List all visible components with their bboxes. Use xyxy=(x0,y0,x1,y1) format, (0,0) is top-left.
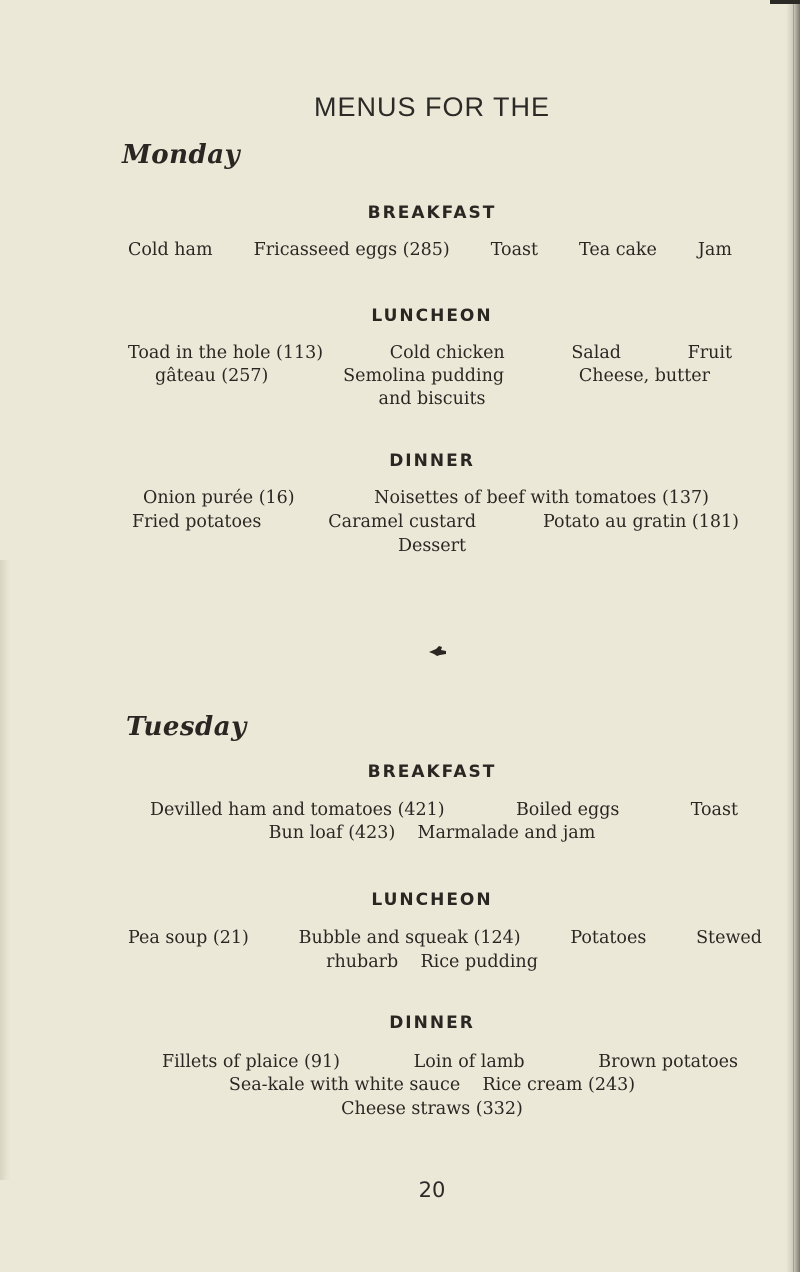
tuesday-luncheon-line-2: rhubarb Rice pudding xyxy=(326,952,538,972)
tuesday-dinner-line-1 xyxy=(162,1052,738,1072)
menu-item: Caramel custard xyxy=(328,512,477,532)
menu-item: Salad xyxy=(571,343,621,363)
menu-item: Onion purée (16) xyxy=(143,488,295,508)
tuesday-breakfast-heading: BREAKFAST xyxy=(367,762,497,782)
monday-breakfast-items xyxy=(128,240,732,260)
menu-item: Cheese, butter xyxy=(578,366,710,386)
monday-dinner-line-2 xyxy=(132,512,739,532)
menu-item: Tea cake xyxy=(579,240,657,260)
day-heading-tuesday: Tuesday xyxy=(126,712,247,742)
menu-item: Bubble and squeak (124) xyxy=(298,928,521,948)
menu-item: gâteau (257) xyxy=(155,366,269,386)
menu-item: Cold ham xyxy=(128,240,213,260)
tuesday-dinner-heading: DINNER xyxy=(389,1013,475,1033)
menu-item: Fried potatoes xyxy=(132,512,262,532)
menu-item: Noisettes of beef with tomatoes (137) xyxy=(374,488,709,508)
menu-item: Toad in the hole (113) xyxy=(128,343,324,363)
menu-item: Toast xyxy=(690,800,738,820)
monday-dinner-line-1 xyxy=(143,488,709,508)
monday-luncheon-line-1 xyxy=(128,343,732,363)
tuesday-luncheon-line-1 xyxy=(128,928,762,948)
menu-item: Loin of lamb xyxy=(413,1052,525,1072)
monday-dinner-line-3: Dessert xyxy=(397,536,467,556)
menu-item: Fillets of plaice (91) xyxy=(162,1052,340,1072)
monday-dinner-heading: DINNER xyxy=(389,451,475,471)
menu-item: Devilled ham and tomatoes (421) xyxy=(150,800,445,820)
monday-luncheon-line-2 xyxy=(155,366,710,386)
menu-item: Brown potatoes xyxy=(598,1052,738,1072)
menu-item: Cold chicken xyxy=(389,343,505,363)
tuesday-luncheon-heading: LUNCHEON xyxy=(371,890,493,910)
monday-luncheon-heading: LUNCHEON xyxy=(371,306,493,326)
menu-item: Jam xyxy=(697,240,732,260)
menu-item: Potato au gratin (181) xyxy=(542,512,739,532)
menu-item: Pea soup (21) xyxy=(128,928,249,948)
menu-item: Potatoes xyxy=(570,928,647,948)
menu-item: Fricasseed eggs (285) xyxy=(253,240,450,260)
menu-item: Stewed xyxy=(696,928,762,948)
menu-item: Boiled eggs xyxy=(515,800,620,820)
monday-luncheon-line-3: and biscuits xyxy=(378,389,486,409)
monday-breakfast-heading: BREAKFAST xyxy=(367,203,497,223)
tuesday-breakfast-line-1 xyxy=(150,800,738,820)
tuesday-dinner-line-2: Sea-kale with white sauce Rice cream (243) xyxy=(228,1075,636,1095)
menu-item: Semolina pudding xyxy=(343,366,505,386)
menu-item: Fruit xyxy=(687,343,732,363)
page-top-corner-mark xyxy=(770,0,800,4)
tuesday-dinner-line-3: Cheese straws (332) xyxy=(341,1099,523,1119)
page-number: 20 xyxy=(418,1178,446,1202)
menu-item: Toast xyxy=(490,240,539,260)
day-heading-monday: Monday xyxy=(122,140,241,170)
page-title: MENUS FOR THE xyxy=(313,92,550,122)
tuesday-breakfast-line-2: Bun loaf (423) Marmalade and jam xyxy=(268,823,596,843)
pointing-hand-icon xyxy=(428,644,448,658)
